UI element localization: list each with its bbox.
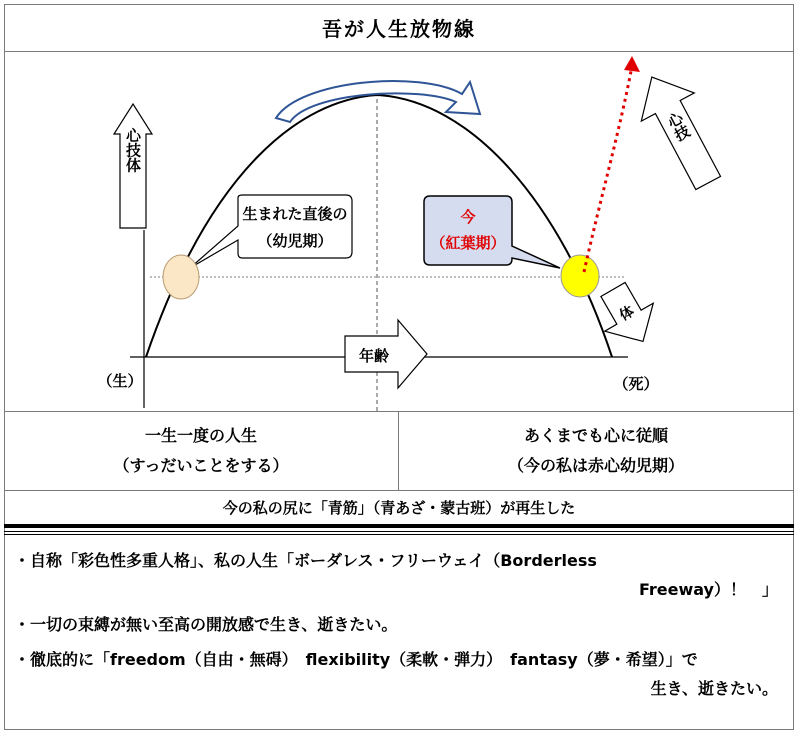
y-axis-label: 心技体: [124, 127, 142, 173]
divider-thin-2: [4, 534, 794, 535]
bubble-infancy: [190, 195, 352, 268]
svg-text:心技: 心技: [663, 108, 694, 144]
svg-text:生まれた直後の: 生まれた直後の: [242, 205, 348, 223]
summary-right: [399, 412, 793, 490]
note-3-line-a: ・徹底的に「freedom（自由・無碍） flexibility（柔軟・弾力） fantasy（夢・希望）」で: [14, 650, 698, 669]
summary-left-line1: 一生一度の人生: [144, 426, 257, 445]
life-curve: [146, 95, 612, 357]
summary-left-line2: （すっだいことをする）: [113, 456, 289, 475]
rising-arrow-head: [624, 56, 640, 72]
curve-arrow-icon: [276, 81, 480, 122]
divider-thin-1: [4, 531, 794, 532]
svg-text:（紅葉期）: （紅葉期）: [430, 234, 506, 252]
page-title: 吾が人生放物線: [4, 4, 794, 52]
x-axis-arrow: [345, 320, 427, 388]
x-axis-label: 年齢: [358, 347, 390, 365]
note-1-line-a: ・自称「彩色性多重人格」、私の人生「ボーダレス・フリーウェイ（Borderless: [14, 551, 597, 570]
summary-row: [4, 411, 794, 491]
body-declining-arrow: [589, 275, 667, 355]
death-label: （死）: [613, 375, 659, 393]
heart-skill-rising-arrow: [625, 63, 734, 197]
birth-label: （生）: [97, 372, 143, 390]
svg-text:今: 今: [460, 208, 476, 226]
svg-text:体: 体: [616, 303, 638, 325]
note-1-line-b: Freeway）！ 」: [638, 580, 778, 599]
notes-list: [14, 546, 784, 703]
y-axis-arrow: [114, 104, 152, 228]
note-3-line-b: 生き、逝きたい。: [650, 679, 778, 698]
summary-right-line2: （今の私は赤心幼児期）: [507, 456, 684, 475]
now-dot: [561, 255, 599, 297]
summary-left: [4, 412, 399, 490]
infancy-dot: [163, 255, 199, 299]
rising-heart-arrow: [584, 66, 632, 272]
summary-right-line1: あくまでも心に従順: [523, 426, 668, 445]
note-2: ・一切の束縛が無い至高の開放感で生き、逝きたい。: [14, 615, 398, 634]
banner-text: 今の私の尻に「青筋」（青あざ・蒙古班）が再生した: [222, 498, 576, 517]
svg-text:（幼児期）: （幼児期）: [257, 232, 333, 250]
divider-thick: [4, 524, 794, 528]
